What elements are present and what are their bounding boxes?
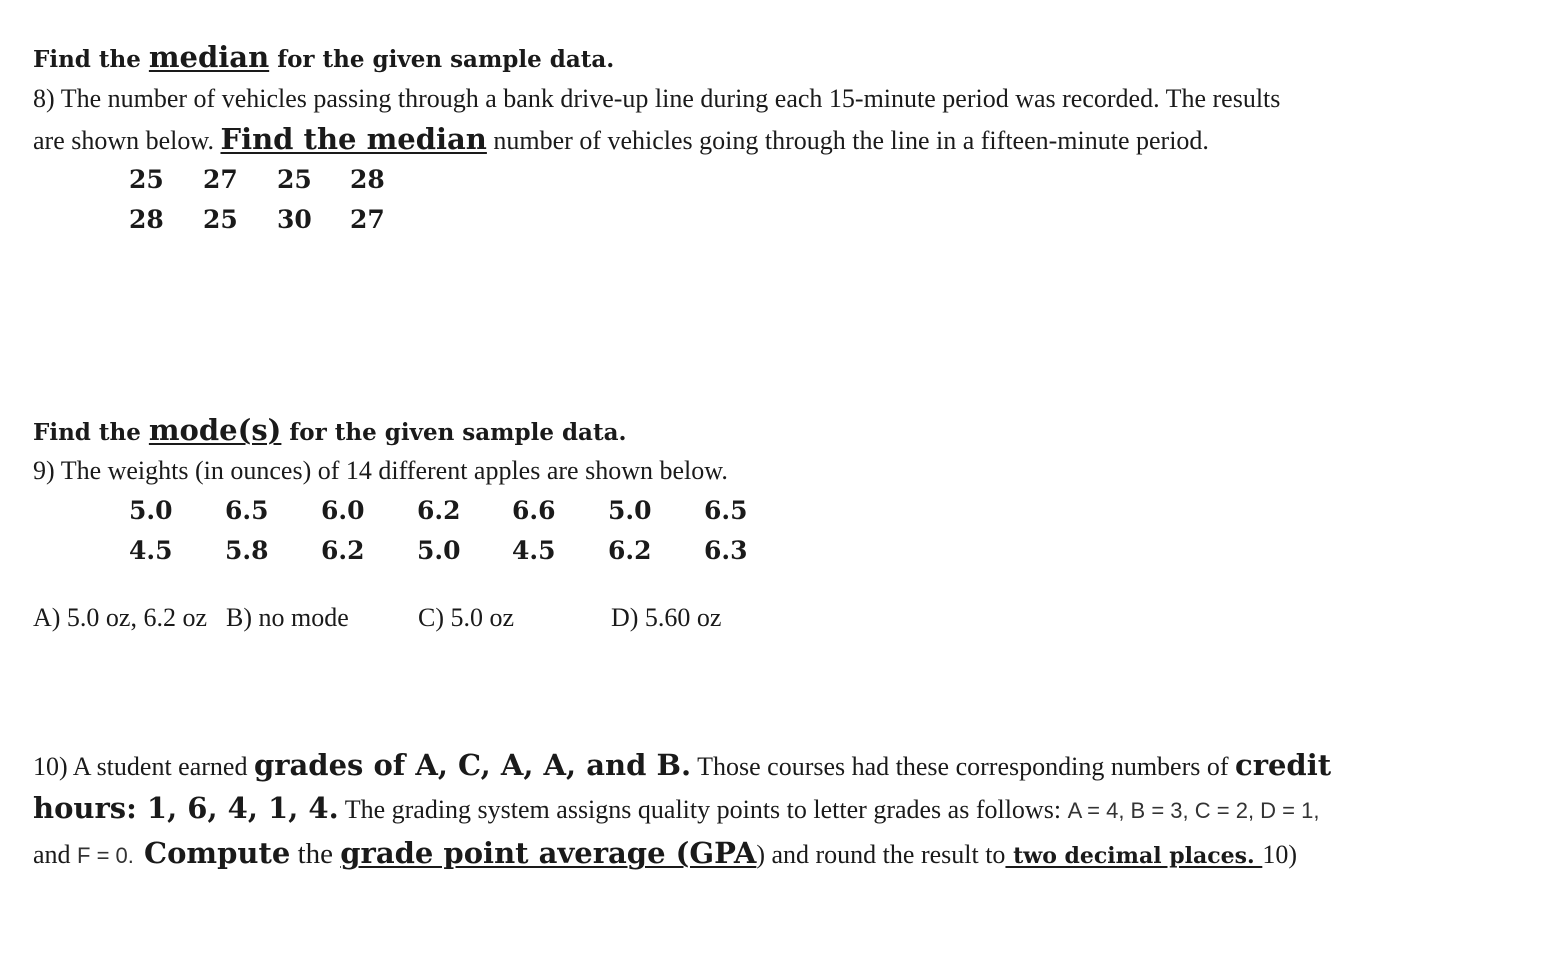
mode-data-row-1 <box>0 496 800 530</box>
mode-value: 5.0 <box>129 496 173 525</box>
mode-value: 5.0 <box>608 496 652 525</box>
q10-l1-c: Those courses had these corresponding numbers of <box>691 752 1236 781</box>
q10-l1-b: grades of A, C, A, A, and B. <box>253 748 692 782</box>
mode-value: 4.5 <box>512 536 556 565</box>
mode-value: 6.5 <box>225 496 269 525</box>
mode-value: 5.0 <box>417 536 461 565</box>
mode-heading <box>33 413 626 447</box>
mode-data-row-2 <box>0 536 800 570</box>
choice-a: A) 5.0 oz, 6.2 oz <box>33 603 208 632</box>
q8-line-2-keyword: Find the median <box>220 122 487 156</box>
q10-line-2 <box>33 791 1320 825</box>
q10-l3-d: the <box>290 838 341 870</box>
median-heading-keyword: median <box>148 40 270 74</box>
q10-l2-b: The grading system assigns quality points to letter grades as follows: <box>338 795 1068 824</box>
median-value: 27 <box>350 205 385 234</box>
median-value: 25 <box>129 165 164 194</box>
q10-line-1 <box>33 748 1331 782</box>
median-heading-post: for the given sample data. <box>269 46 615 73</box>
mode-heading-post: for the given sample data. <box>281 419 627 446</box>
q10-l3-f: ) and round the result to <box>756 840 1006 869</box>
q8-line-1: 8) The number of vehicles passing through a bank drive-up line during each 15-minute period was recorded. The results <box>33 84 1281 113</box>
choice-b: B) no mode <box>226 603 349 632</box>
median-value: 28 <box>129 205 164 234</box>
q9-text: 9) The weights (in ounces) of 14 different apples are shown below. <box>33 456 728 485</box>
mode-value: 6.0 <box>321 496 365 525</box>
mode-value: 6.3 <box>704 536 748 565</box>
median-value: 25 <box>203 205 238 234</box>
mode-value: 6.2 <box>321 536 365 565</box>
q10-l3-h: 10) <box>1262 840 1297 869</box>
median-value: 30 <box>277 205 312 234</box>
mode-heading-pre: Find the <box>33 419 149 446</box>
mode-value: 6.5 <box>704 496 748 525</box>
median-value: 28 <box>350 165 385 194</box>
q10-l3-a: and <box>33 840 78 869</box>
q8-line-2 <box>33 122 1209 156</box>
choice-c: C) 5.0 oz <box>418 603 515 632</box>
median-heading-pre: Find the <box>33 46 149 73</box>
q8-line-2-pre: are shown below. <box>33 126 221 155</box>
median-data-row-2 <box>0 205 600 239</box>
q10-l2-a: hours: 1, 6, 4, 1, 4. <box>33 791 339 825</box>
mode-value: 4.5 <box>129 536 173 565</box>
q10-line-3 <box>33 836 1297 871</box>
median-value: 27 <box>203 165 238 194</box>
mode-value: 5.8 <box>225 536 269 565</box>
q10-l1-a: 10) A student earned <box>33 752 254 781</box>
q10-l3-c: Compute <box>133 836 291 870</box>
q10-l3-g: two decimal places. <box>1005 843 1263 869</box>
q10-l3-b: F = 0. <box>77 843 134 868</box>
mode-heading-keyword: mode(s) <box>148 413 282 447</box>
mode-value: 6.6 <box>512 496 556 525</box>
choice-d: D) 5.60 oz <box>611 603 722 632</box>
q10-l2-c: A = 4, B = 3, C = 2, D = 1, <box>1067 798 1320 823</box>
median-heading <box>33 40 614 74</box>
mode-value: 6.2 <box>417 496 461 525</box>
median-value: 25 <box>277 165 312 194</box>
mode-value: 6.2 <box>608 536 652 565</box>
median-data-row-1 <box>0 165 600 199</box>
q10-l3-e: grade point average (GPA <box>340 836 757 870</box>
q10-l1-d: credit <box>1235 748 1332 782</box>
q8-line-2-post: number of vehicles going through the line in a fifteen-minute period. <box>486 126 1209 155</box>
